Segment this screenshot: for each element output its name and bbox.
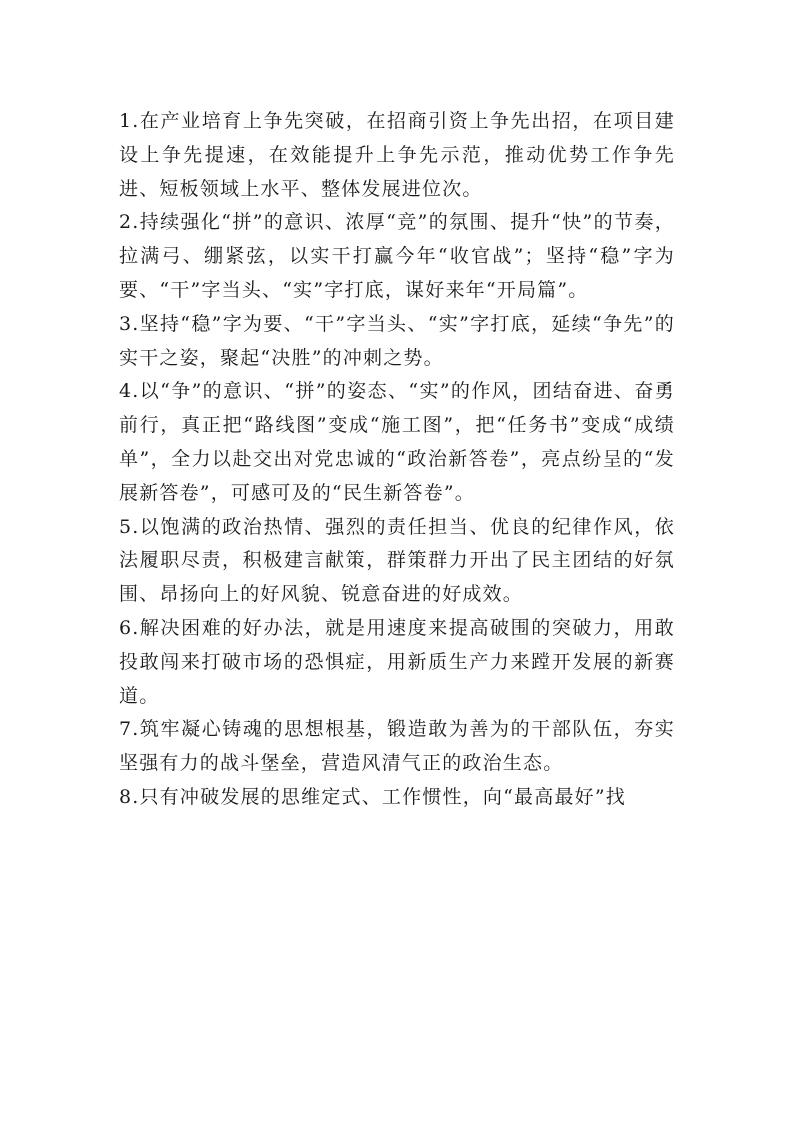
document-body xyxy=(119,105,675,815)
paragraph-3: 3.坚持“稳”字为要、“干”字当头、“实”字打底，延续“争先”的实干之姿，聚起“决胜”的冲刺之势。 xyxy=(119,312,675,369)
paragraph-6: 6.解决困难的好办法，就是用速度来提高破围的突破力，用敢投敢闯来打破市场的恐惧症，用新质生产力来蹚开发展的新赛道。 xyxy=(119,616,675,707)
paragraph-2: 2.持续强化“拼”的意识、浓厚“竞”的氛围、提升“快”的节奏，拉满弓、绷紧弦，以实干打赢今年“收官战”；坚持“稳”字为要、“干”字当头、“实”字打底，谋好来年“开局篇”。 xyxy=(119,211,675,301)
paragraph-1: 1.在产业培育上争先突破，在招商引资上争先出招，在项目建设上争先提速，在效能提升上争先示范，推动优势工作争先进、短板领域上水平、整体发展进位次。 xyxy=(119,110,675,200)
paragraph-5: 5.以饱满的政治热情、强烈的责任担当、优良的纪律作风，依法履职尽责，积极建言献策，群策群力开出了民主团结的好氛围、昂扬向上的好风貌、锐意奋进的好成效。 xyxy=(119,515,675,606)
paragraph-8: 8.只有冲破发展的思维定式、工作惯性，向“最高最好”找 xyxy=(119,785,626,808)
paragraph-4: 4.以“争”的意识、“拼”的姿态、“实”的作风，团结奋进、奋勇前行，真正把“路线图”变成“施工图”，把“任务书”变成“成绩单”，全力以赴交出对党忠诚的“政治新答卷”，亮点纷呈的“发展新答卷”，可感可及的“民生新答卷”。 xyxy=(119,380,675,504)
paragraph-7: 7.筑牢凝心铸魂的思想根基，锻造敢为善为的干部队伍，夯实坚强有力的战斗堡垒，营造风清气正的政治生态。 xyxy=(119,718,675,775)
